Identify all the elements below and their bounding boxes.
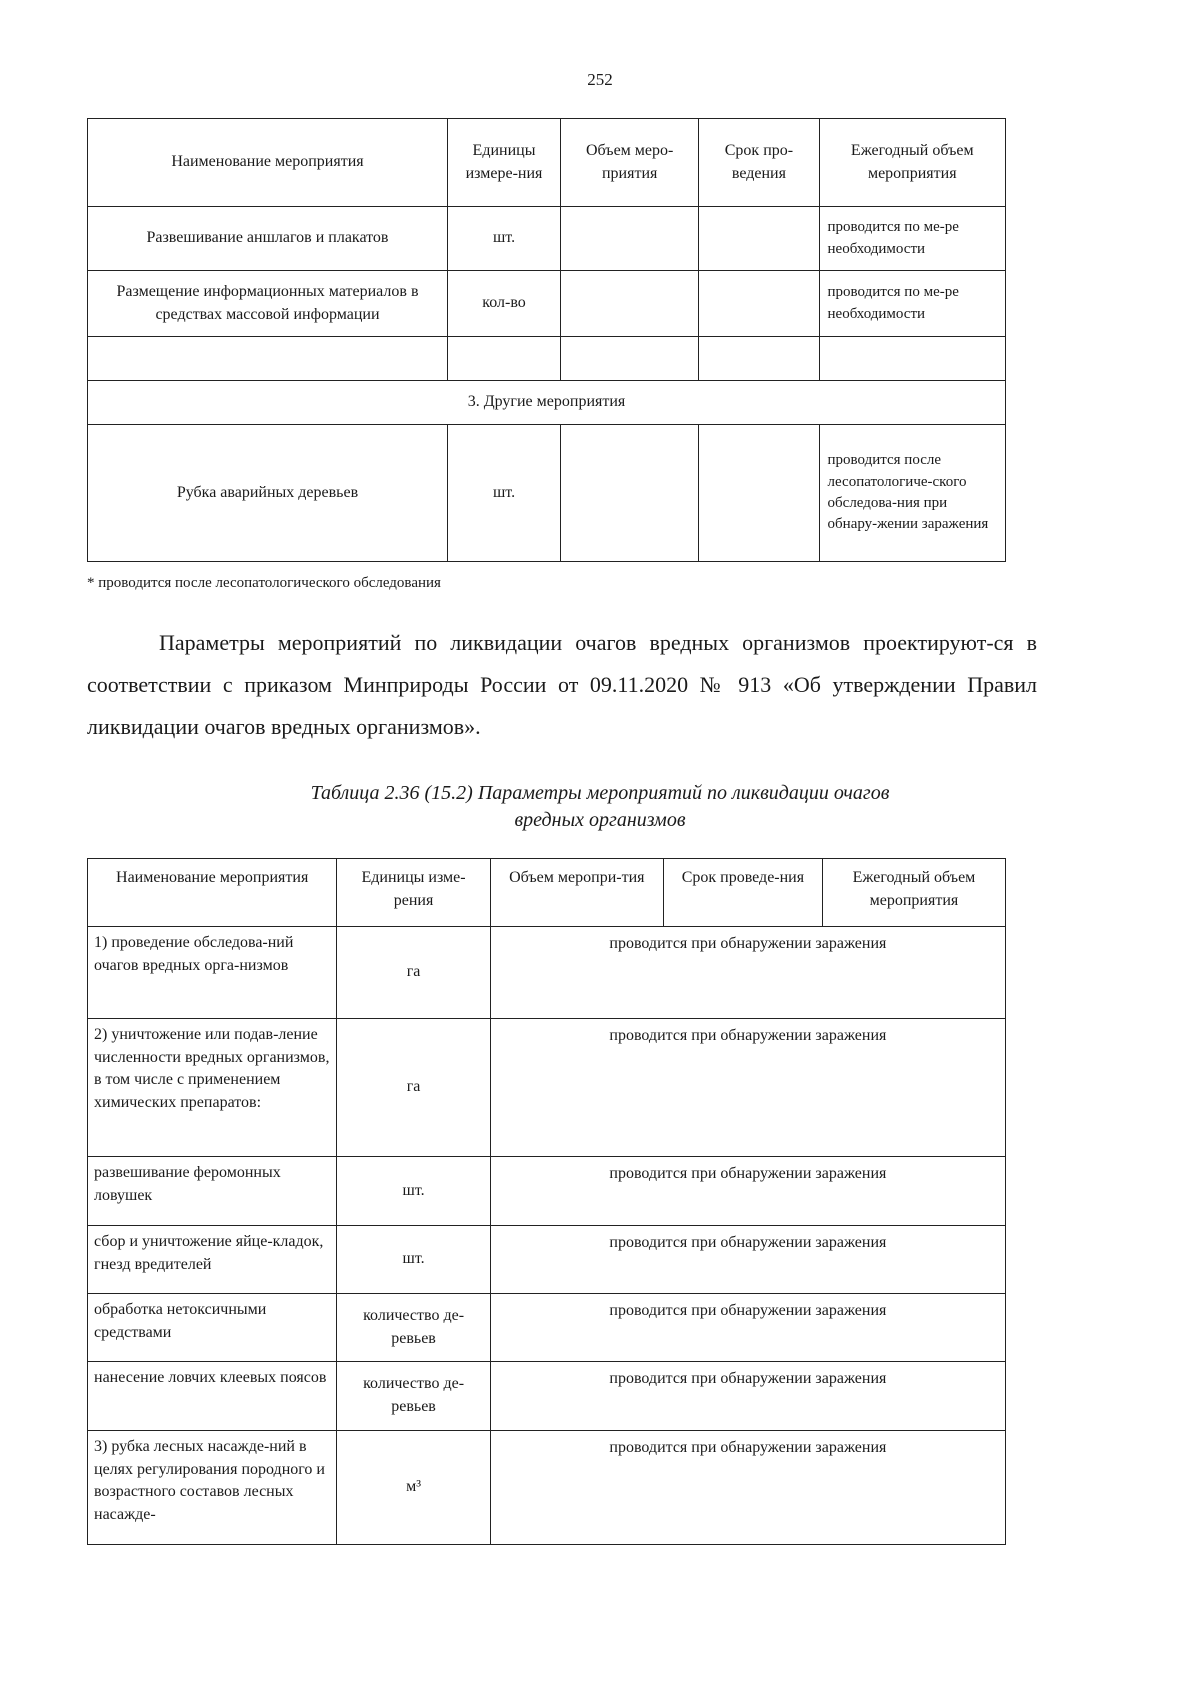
cell-term <box>699 425 819 562</box>
table-row <box>88 1226 1006 1294</box>
cell-name: 2) уничтожение или подав-ление численности вредных организмов, в том числе с применением химических препаратов: <box>88 1019 337 1157</box>
header-units: Единицы измере-ния <box>447 119 560 207</box>
cell-annual <box>819 337 1005 381</box>
cell-unit: га <box>337 927 490 1019</box>
table-row <box>88 207 1006 271</box>
table-header-row <box>88 119 1006 207</box>
cell-name: Рубка аварийных деревьев <box>88 425 448 562</box>
table-row-empty <box>88 337 1006 381</box>
cell-name: нанесение ловчих клеевых поясов <box>88 1362 337 1431</box>
cell-name: 1) проведение обследова-ний очагов вредных орга-низмов <box>88 927 337 1019</box>
cell-volume <box>561 337 699 381</box>
header-term: Срок про-ведения <box>699 119 819 207</box>
cell-name: Развешивание аншлагов и плакатов <box>88 207 448 271</box>
cell-note: проводится при обнаружении заражения <box>490 1362 1005 1431</box>
cell-note: проводится при обнаружении заражения <box>490 1294 1005 1362</box>
table-caption <box>0 780 1200 834</box>
cell-unit: га <box>337 1019 490 1157</box>
footnote: * проводится после лесопатологического обследования <box>87 575 441 591</box>
cell-volume <box>561 207 699 271</box>
cell-unit: м³ <box>337 1431 490 1545</box>
cell-unit <box>447 337 560 381</box>
cell-name: обработка нетоксичными средствами <box>88 1294 337 1362</box>
cell-note: проводится при обнаружении заражения <box>490 1157 1005 1226</box>
cell-unit: количество де-ревьев <box>337 1362 490 1431</box>
cell-unit: шт. <box>337 1226 490 1294</box>
cell-volume <box>561 271 699 337</box>
table-row <box>88 1157 1006 1226</box>
body-paragraph <box>87 622 1037 748</box>
cell-volume <box>561 425 699 562</box>
cell-unit: кол-во <box>447 271 560 337</box>
cell-unit: шт. <box>337 1157 490 1226</box>
table-row <box>88 1294 1006 1362</box>
table-row <box>88 271 1006 337</box>
table-row <box>88 1019 1006 1157</box>
header-measure-name: Наименование мероприятия <box>88 859 337 927</box>
page-number: 252 <box>587 70 613 89</box>
cell-name: Размещение информационных материалов в средствах массовой информации <box>88 271 448 337</box>
header-term: Срок проведе-ния <box>663 859 822 927</box>
header-measure-name: Наименование мероприятия <box>88 119 448 207</box>
header-annual-volume: Ежегодный объем мероприятия <box>822 859 1005 927</box>
header-volume: Объем меро-приятия <box>561 119 699 207</box>
table-row <box>88 425 1006 562</box>
cell-unit: шт. <box>447 425 560 562</box>
caption-line-1: Таблица 2.36 (15.2) Параметры мероприятий по ликвидации очагов <box>310 782 890 804</box>
cell-note: проводится при обнаружении заражения <box>490 1019 1005 1157</box>
cell-note: проводится при обнаружении заражения <box>490 1431 1005 1545</box>
cell-unit: шт. <box>447 207 560 271</box>
pest-liquidation-table <box>87 858 1006 1545</box>
cell-name: сбор и уничтожение яйце-кладок, гнезд вредителей <box>88 1226 337 1294</box>
header-volume: Объем меропри-тия <box>490 859 663 927</box>
header-units: Единицы изме-рения <box>337 859 490 927</box>
table-row <box>88 1362 1006 1431</box>
cell-annual: проводится по ме-ре необходимости <box>819 271 1005 337</box>
measures-table-continued <box>87 118 1006 562</box>
cell-name <box>88 337 448 381</box>
section-row <box>88 381 1006 425</box>
cell-note: проводится при обнаружении заражения <box>490 1226 1005 1294</box>
cell-name: развешивание феромонных ловушек <box>88 1157 337 1226</box>
paragraph-text: Параметры мероприятий по ликвидации очагов вредных организмов проектируют-ся в соответствии с приказом Минприроды России от 09.11.2020 № 913 «Об утверждении Правил ликвидации очагов вредных организмов». <box>87 630 1037 739</box>
cell-note: проводится при обнаружении заражения <box>490 927 1005 1019</box>
cell-name: 3) рубка лесных насажде-ний в целях регулирования породного и возрастного составов лесных насажде- <box>88 1431 337 1545</box>
cell-term <box>699 207 819 271</box>
section-title: 3. Другие мероприятия <box>88 381 1006 425</box>
cell-annual: проводится по ме-ре необходимости <box>819 207 1005 271</box>
table-header-row <box>88 859 1006 927</box>
table-row <box>88 927 1006 1019</box>
cell-term <box>699 271 819 337</box>
cell-annual: проводится после лесопатологиче-ского обследова-ния при обнару-жении заражения <box>819 425 1005 562</box>
cell-unit: количество де-ревьев <box>337 1294 490 1362</box>
cell-term <box>699 337 819 381</box>
caption-line-2: вредных организмов <box>514 809 686 831</box>
table-row <box>88 1431 1006 1545</box>
header-annual-volume: Ежегодный объем мероприятия <box>819 119 1005 207</box>
